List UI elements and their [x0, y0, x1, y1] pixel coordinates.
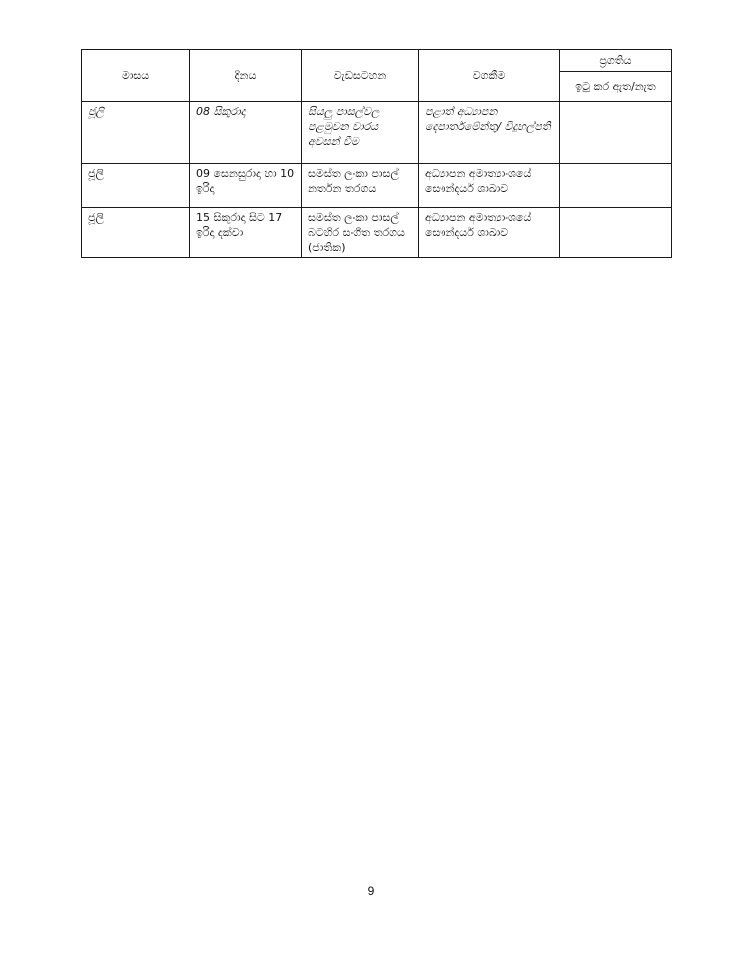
cell-program: සමස්ත ලංකා පාසල් නර්තන තරගය: [302, 164, 419, 208]
header-progress: ප්‍රගතිය: [560, 50, 672, 72]
cell-month: ජූලි: [82, 102, 190, 164]
table-header-row: [82, 50, 672, 72]
cell-progress: [560, 164, 672, 208]
cell-date: 15 සිකුරාදා සිට 17 ඉරිදා දක්වා: [190, 208, 302, 258]
cell-program: සමස්ත ලංකා පාසල් බටහිර සංගීත තරගය (ජාතික): [302, 208, 419, 258]
header-program: වැඩසටහන: [302, 50, 419, 102]
header-date: දිනය: [190, 50, 302, 102]
cell-progress: [560, 208, 672, 258]
cell-progress: [560, 102, 672, 164]
table-row: [82, 208, 672, 258]
header-month: මාසය: [82, 50, 190, 102]
cell-date: 08 සිකුරාදා: [190, 102, 302, 164]
cell-date: 09 සෙනසුරාදා හා 10 ඉරිදා: [190, 164, 302, 208]
table-row: [82, 102, 672, 164]
cell-month: ජූලි: [82, 208, 190, 258]
cell-responsibility: අධ්‍යාපන අමාත්‍යාංශයේ සෞන්දර්ය ශාඛාව: [419, 208, 560, 258]
header-responsibility: වගකීම: [419, 50, 560, 102]
page-number: 9: [367, 884, 375, 898]
cell-month: ජූලි: [82, 164, 190, 208]
table-row: [82, 164, 672, 208]
header-progress-sub: ඉටු කර ඇත/නැත: [560, 72, 672, 102]
cell-responsibility: අධ්‍යාපන අමාත්‍යාංශයේ සෞන්දර්ය ශාඛාව: [419, 164, 560, 208]
schedule-table: [81, 49, 672, 258]
cell-program: සියලු පාසල්වල පළමුවන වාරය අවසන් වීම: [302, 102, 419, 164]
cell-responsibility: පළාත් අධ්‍යාපන දෙපාර්තමේන්තු/ විදුහල්පති: [419, 102, 560, 164]
